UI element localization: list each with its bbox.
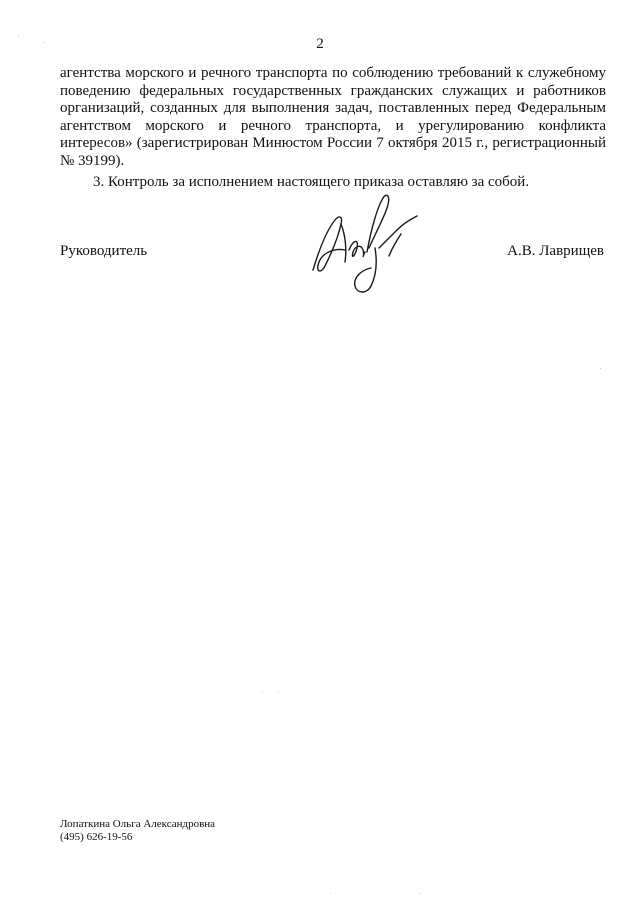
signer-title: Руководитель xyxy=(60,243,148,259)
scan-speck xyxy=(278,692,279,693)
executor-phone: (495) 626-19-56 xyxy=(60,831,133,843)
scan-speck xyxy=(44,42,45,43)
signature-icon xyxy=(305,190,425,302)
scan-speck xyxy=(420,893,421,894)
executor-name: Лопаткина Ольга Александровна xyxy=(60,818,216,830)
body-paragraph-3: 3. Контроль за исполнением настоящего приказа оставляю за собой. xyxy=(93,174,530,190)
signer-name: А.В. Лаврищев xyxy=(507,243,604,259)
executor-info xyxy=(60,818,215,844)
body-paragraph-continuation: агентства морского и речного транспорта по соблюдению требований к служебному поведению федеральных государственных гражданских служащих и работников организаций, созданных для выполнения задач, поставленных перед Федеральным агентством морского и речного транспорта, и урегулированию конфликта интересов» (зарегистрирован Минюстом России 7 октября 2015 г., регистрационный № 39199). xyxy=(60,65,606,169)
scan-speck xyxy=(262,692,263,693)
scan-speck xyxy=(18,36,19,37)
page-number: 2 xyxy=(316,36,324,52)
scan-speck xyxy=(600,368,601,369)
scan-speck xyxy=(330,893,331,894)
